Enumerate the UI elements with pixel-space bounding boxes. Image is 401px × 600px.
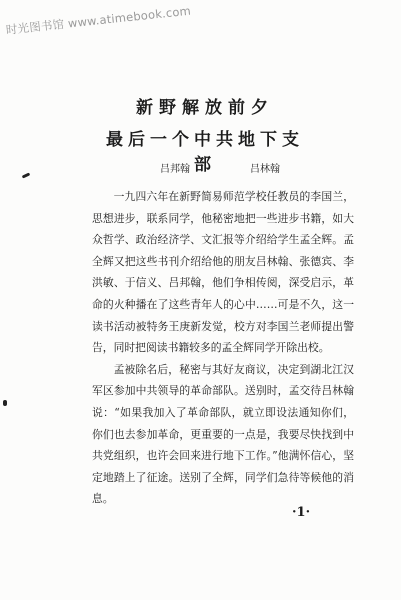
authors: [160, 160, 280, 175]
page-title: 新野解放前夕: [136, 98, 274, 118]
author-name: 吕邦翰: [160, 164, 190, 175]
page-number: ·1·: [292, 505, 311, 520]
watermark: 时光图书馆 www.atimebook.com: [5, 3, 192, 37]
author-name: 吕林翰: [250, 164, 280, 175]
scan-mark: [3, 400, 7, 406]
page-subtitle: 最后一个中共地下支部: [106, 130, 304, 175]
article-body: [92, 186, 354, 510]
scan-mark: [22, 172, 31, 178]
paragraph: 一九四六年在新野简易师范学校任教员的李国兰，思想进步，联系同学，他秘密地把一些进步书籍，如大众哲学、政治经济学、文汇报等介绍给学生孟全辉。孟全辉又把这些书刊介绍给他的朋友吕林翰、张德宾、李洪敏、于信义、吕邦翰，他们争相传阅，深受启示，革命的火种播在了这些青年人的心中……可是不久，这一读书活动被特务王庚新发觉，校方对李国兰老师提出警告，同时把阅读书籍较多的孟全辉同学开除出校。: [92, 190, 354, 355]
paragraph: 孟被除名后，秘密与其好友商议，决定到湖北江汉军区参加中共领导的革命部队。送别时，孟交待吕林翰说：“如果我加入了革命部队，就立即设法通知你们，你们也去参加革命，更重要的一点是，我要尽快找到中共党组织，也许会回来进行地下工作。”他满怀信心，坚定地踏上了征途。送别了全辉，同学们急待等候他的消息。: [92, 362, 354, 506]
